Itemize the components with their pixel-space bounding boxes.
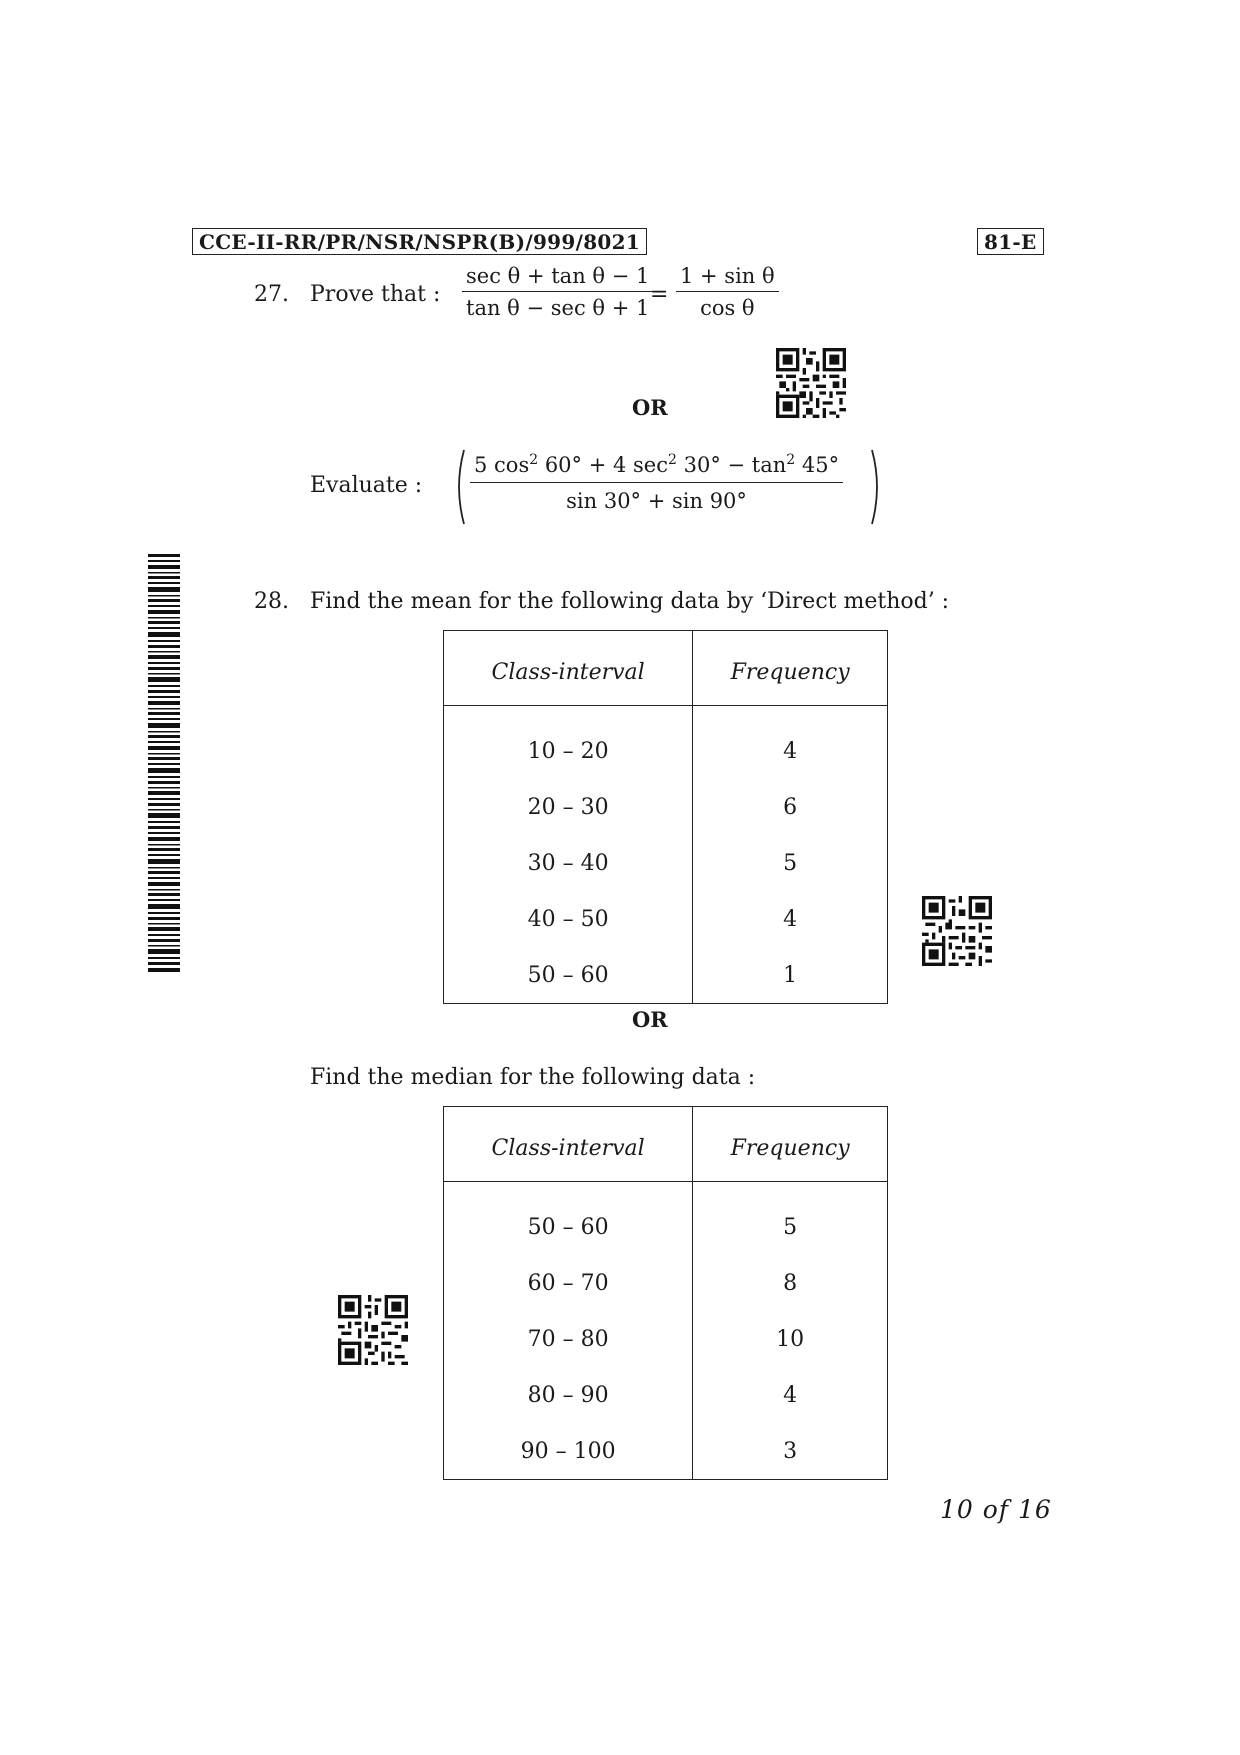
equals-sign: = [650,282,669,307]
table-row [444,1367,888,1423]
lhs-fraction [462,264,653,320]
left-paren-icon [452,448,466,526]
barcode-icon [148,554,180,974]
page-number: 10 of 16 [940,1495,1052,1524]
column-header-frequency: Frequency [693,1107,888,1182]
question-number-27: 27. [254,282,289,307]
frequency-cell: 8 [693,1255,888,1311]
median-prompt: Find the median for the following data : [310,1065,756,1090]
frequency-cell: 6 [693,779,888,835]
evaluate-label: Evaluate : [310,473,423,498]
frequency-cell: 4 [693,891,888,947]
rhs-numerator: 1 + sin θ [676,264,779,292]
evaluate-numerator: 5 $\cos^2 60^\circ + 4$ $\sec^2 30^\circ - \tan^2 45^\circ$ [470,452,843,483]
lhs-denominator: tan θ − sec θ + 1 [466,296,650,320]
frequency-cell: 4 [693,1367,888,1423]
frequency-cell: 3 [693,1423,888,1480]
table-row [444,779,888,835]
prove-label: Prove that : [310,282,441,307]
table-row [444,706,888,780]
paper-code: CCE-II-RR/PR/NSR/NSPR(B)/999/8021 [192,228,647,255]
table-row [444,1182,888,1256]
class-interval-cell: 30 – 40 [527,850,609,876]
qr-code-icon [338,1295,408,1365]
subject-code: 81-E [977,228,1044,255]
or-separator-27: OR [632,395,668,420]
qr-code-icon [776,348,846,418]
lhs-numerator: sec θ + tan θ − 1 [462,264,653,292]
median-data-table [443,1106,888,1480]
column-header-frequency: Frequency [693,631,888,706]
table-row [444,835,888,891]
class-interval-cell: 60 – 70 [527,1270,609,1296]
column-header-class-interval: Class-interval [444,631,693,706]
table-row [444,1255,888,1311]
right-paren-icon [870,448,884,526]
class-interval-cell: 50 – 60 [527,962,609,988]
rhs-fraction [676,264,779,320]
mean-data-table [443,630,888,1004]
frequency-cell: 10 [693,1311,888,1367]
rhs-denominator: cos θ [700,296,755,320]
frequency-cell: 4 [693,706,888,780]
evaluate-denominator: sin 30° + sin 90° [566,489,747,513]
class-interval-cell: 20 – 30 [527,794,609,820]
question-number-28: 28. [254,589,289,614]
table-row [444,891,888,947]
mean-prompt: Find the mean for the following data by ‘Direct method’ : [310,589,950,614]
table-row [444,947,888,1004]
class-interval-cell: 10 – 20 [527,738,609,764]
table-row [444,1423,888,1480]
class-interval-cell: 90 – 100 [520,1438,616,1464]
class-interval-cell: 50 – 60 [527,1214,609,1240]
column-header-class-interval: Class-interval [444,1107,693,1182]
frequency-cell: 1 [693,947,888,1004]
qr-code-icon [922,896,992,966]
evaluate-fraction [470,452,843,513]
class-interval-cell: 80 – 90 [527,1382,609,1408]
frequency-cell: 5 [693,835,888,891]
table-row [444,1311,888,1367]
or-separator-28: OR [632,1007,668,1032]
frequency-cell: 5 [693,1182,888,1256]
class-interval-cell: 70 – 80 [527,1326,609,1352]
class-interval-cell: 40 – 50 [527,906,609,932]
